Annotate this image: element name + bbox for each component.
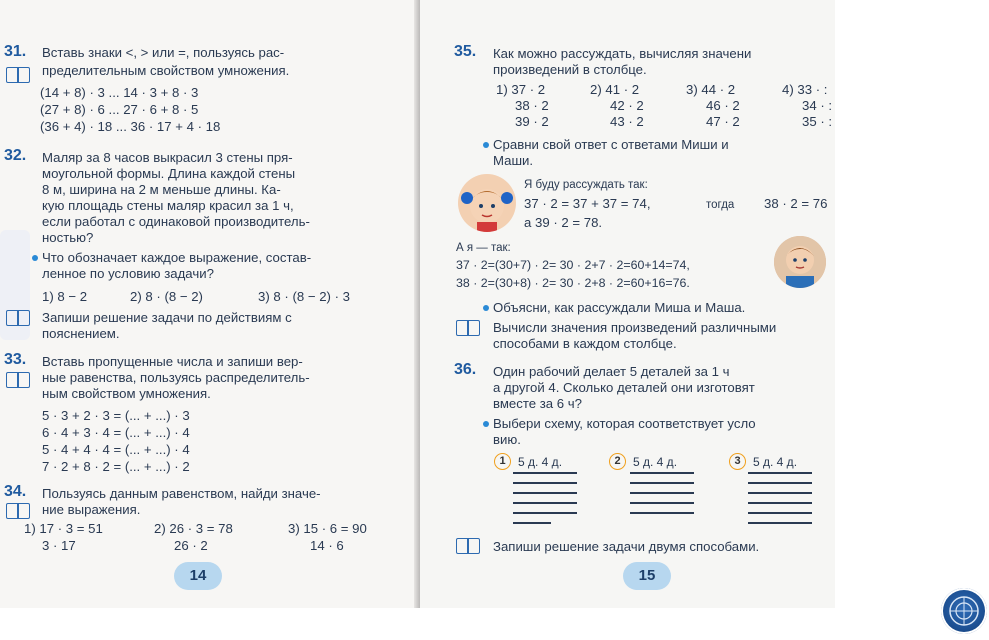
ex35-col3: 3) 44 · 2 xyxy=(686,82,736,97)
page-number-15: 15 xyxy=(623,562,671,590)
scheme-2-label: 5 д. 4 д. xyxy=(633,455,678,469)
ex34-expression: 14 · 6 xyxy=(310,538,344,553)
scheme-3-marker: 3 xyxy=(729,453,746,470)
exercise-32-number: 32. xyxy=(4,147,27,164)
book-icon xyxy=(456,320,480,336)
ex35-col3: 46 · 2 xyxy=(706,98,740,113)
book-icon xyxy=(6,67,30,83)
page-number-14: 14 xyxy=(174,562,222,590)
ex34-expression: 3 · 17 xyxy=(42,538,76,553)
misha-line: 37 · 2=(30+7) · 2= 30 · 2+7 · 2=60+14=74, xyxy=(456,258,690,272)
ex35-col2: 42 · 2 xyxy=(610,98,644,113)
ex36-text-line: вместе за 6 ч? xyxy=(493,396,582,411)
misha-boy-illustration xyxy=(774,236,826,288)
masha-intro: Я буду рассуждать так: xyxy=(524,179,648,191)
scheme-3-label: 5 д. 4 д. xyxy=(753,455,798,469)
ex33-text-line: ным свойством умножения. xyxy=(42,386,211,401)
ex32-text-line: ностью? xyxy=(42,230,94,245)
ex33-equation: 5 · 3 + 2 · 3 = (... + ...) · 3 xyxy=(42,408,190,423)
ex31-text-line: пределительным свойством умножения. xyxy=(42,63,290,78)
ex35-col2: 2) 41 · 2 xyxy=(590,82,640,97)
ex32-text-line: Маляр за 8 часов выкрасил 3 стены пря- xyxy=(42,150,293,165)
ex32-text-line: моугольной формы. Длина каждой стены xyxy=(42,166,296,181)
ex32-text-line: 8 м, ширина на 2 м меньше длины. Ка- xyxy=(42,182,281,197)
bullet-dot xyxy=(483,421,489,427)
ex32-option: 1) 8 − 2 xyxy=(42,289,88,304)
scheme-2-marker: 2 xyxy=(609,453,626,470)
ex33-equation: 7 · 2 + 8 · 2 = (... + ...) · 2 xyxy=(42,459,190,474)
bullet-dot xyxy=(483,142,489,148)
book-icon xyxy=(6,310,30,326)
ex33-equation: 6 · 4 + 3 · 4 = (... + ...) · 4 xyxy=(42,425,190,440)
ex34-text-line: ние выражения. xyxy=(42,502,141,517)
ex32-text-line: кую площадь стены маляр красил за 1 ч, xyxy=(42,198,294,213)
ex31-text-line: Вставь знаки <, > или =, пользуясь рас- xyxy=(42,45,285,60)
ex34-given: 1) 17 · 3 = 51 xyxy=(24,521,103,536)
exercise-36-number: 36. xyxy=(454,361,477,378)
ex36-question: вию. xyxy=(493,432,521,447)
book-icon xyxy=(6,372,30,388)
exercise-33-number: 33. xyxy=(4,351,27,368)
book-icon xyxy=(456,538,480,554)
ex34-given: 2) 26 · 3 = 78 xyxy=(154,521,233,536)
exercise-35-number: 35. xyxy=(454,43,477,60)
ex35-col2: 43 · 2 xyxy=(610,114,644,129)
ex32-question: Что обозначает каждое выражение, состав- xyxy=(42,250,312,265)
ex35-calc: способами в каждом столбце. xyxy=(493,336,677,351)
ex32-option: 3) 8 · (8 − 2) · 3 xyxy=(258,289,350,304)
ex35-text-line: Как можно рассуждать, вычисляя значени xyxy=(493,46,752,61)
book-icon xyxy=(6,503,30,519)
ex36-final-task: Запиши решение задачи двумя способами. xyxy=(493,539,760,554)
ex35-calc: Вычисли значения произведений различными xyxy=(493,320,777,335)
ex35-text-line: произведений в столбце. xyxy=(493,62,647,77)
ex32-text-line: если работал с одинаковой производитель- xyxy=(42,214,310,229)
ex33-text-line: ные равенства, пользуясь распределитель- xyxy=(42,370,310,385)
ex33-equation: 5 · 4 + 4 · 4 = (... + ...) · 4 xyxy=(42,442,190,457)
ex34-given: 3) 15 · 6 = 90 xyxy=(288,521,367,536)
masha-line: а 39 · 2 = 78. xyxy=(524,215,603,230)
presentation-logo-badge xyxy=(941,588,987,634)
misha-line: 38 · 2=(30+8) · 2= 30 · 2+8 · 2=60+16=76. xyxy=(456,276,690,290)
bullet-dot xyxy=(483,305,489,311)
masha-then: тогда xyxy=(706,199,735,211)
scheme-1-marker: 1 xyxy=(494,453,511,470)
ex32-task: Запиши решение задачи по действиям с xyxy=(42,310,292,325)
ex35-col4: 35 · : xyxy=(802,114,833,129)
ex35-explain: Объясни, как рассуждали Миша и Маша. xyxy=(493,300,746,315)
ex35-col4: 4) 33 · : xyxy=(782,82,828,97)
ex36-text-line: Один рабочий делает 5 деталей за 1 ч xyxy=(493,364,730,379)
ex35-col1: 38 · 2 xyxy=(515,98,549,113)
ex36-text-line: а другой 4. Сколько деталей они изготовят xyxy=(493,380,755,395)
scheme-1-label: 5 д. 4 д. xyxy=(518,455,563,469)
ex32-task: пояснением. xyxy=(42,326,120,341)
exercise-34-number: 34. xyxy=(4,483,27,500)
exercise-31-number: 31. xyxy=(4,43,27,60)
masha-line: 38 · 2 = 76 xyxy=(764,196,828,211)
ex33-text-line: Вставь пропущенные числа и запиши вер- xyxy=(42,354,303,369)
ex34-text-line: Пользуясь данным равенством, найди значе- xyxy=(42,486,321,501)
left-page xyxy=(0,0,418,608)
ex32-question: ленное по условию задачи? xyxy=(42,266,214,281)
right-page xyxy=(420,0,835,608)
bullet-dot xyxy=(32,255,38,261)
ex36-question: Выбери схему, которая соответствует усло xyxy=(493,416,756,431)
masha-line: 37 · 2 = 37 + 37 = 74, xyxy=(524,196,651,211)
ex31-expression: (36 + 4) · 18 ... 36 · 17 + 4 · 18 xyxy=(40,119,221,134)
ex35-compare: Сравни свой ответ с ответами Миши и xyxy=(493,137,729,152)
masha-girl-illustration xyxy=(458,174,516,232)
ex35-col1: 39 · 2 xyxy=(515,114,549,129)
ex35-compare: Маши. xyxy=(493,153,534,168)
ex35-col1: 1) 37 · 2 xyxy=(496,82,546,97)
ex31-expression: (14 + 8) · 3 ... 14 · 3 + 8 · 3 xyxy=(40,85,199,100)
ex35-col4: 34 · : xyxy=(802,98,833,113)
ex31-expression: (27 + 8) · 6 ... 27 · 6 + 8 · 5 xyxy=(40,102,199,117)
ex32-option: 2) 8 · (8 − 2) xyxy=(130,289,203,304)
ex35-col3: 47 · 2 xyxy=(706,114,740,129)
ex34-expression: 26 · 2 xyxy=(174,538,208,553)
misha-intro: А я — так: xyxy=(456,242,511,254)
